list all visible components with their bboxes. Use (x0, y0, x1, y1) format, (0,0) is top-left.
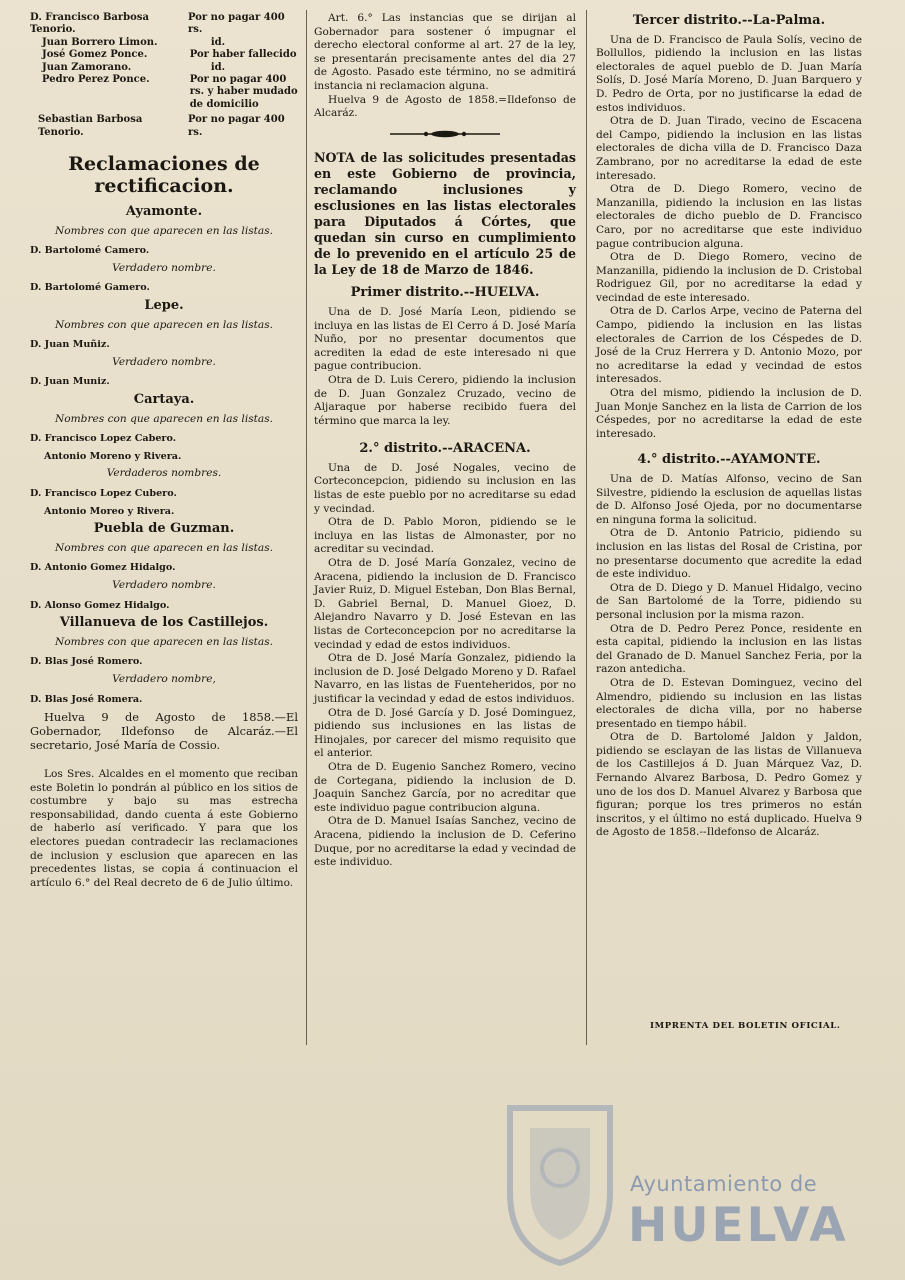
petition: Otra de D. José María Gonzalez, vecino de Aracena, pidiendo la inclusion de D. Francisco Javier Ruiz, D. Miguel Esteban, Don Blas Bernal, D. Gabriel Bernal, D. Manuel Gioez, D. Alejandro Navarro y D. José Estevan en las listas de Corteconcepcion por no acreditarse la vecindad y edad de estos individuos. (314, 557, 576, 651)
petition: Otra de D. Diego Romero, vecino de Manzanilla, pidiendo la inclusion en las listas electorales de dicho pueblo de D. Francisco Caro, por no acreditarse que este individuo pague contribucion alguna. (596, 183, 862, 250)
label-true: Verdaderos nombres. (106, 467, 222, 480)
apparent-name: D. Bartolomé Camero. (30, 245, 150, 257)
true-name: D. Francisco Lopez Cubero. (30, 487, 177, 499)
list-row (30, 37, 298, 49)
list-reason: id. (210, 61, 226, 73)
label-apparent: Nombres con que aparecen en las listas. (54, 224, 274, 237)
apparent-name: D. Juan Muñiz. (30, 339, 110, 351)
column-3 (596, 12, 862, 840)
district-title: Tercer distrito.--La-Palma. (632, 13, 826, 28)
petition: Otra de D. Carlos Arpe, vecino de Paterna del Campo, pidiendo la inclusion en las listas electorales de Carrion de los Céspedes de D. José de la Cruz Herrera y D. Antonio Mozo, por no acreditarse la edad y vecindad de estos interesados. (596, 305, 862, 386)
column-1 (30, 12, 298, 890)
petition: Otra de D. Estevan Dominguez, vecino del Almendro, pidiendo su inclusion en las listas electorales de dicha villa, por no haberse presentado en tiempo hábil. (596, 676, 862, 730)
printer-imprint: IMPRENTA DEL BOLETIN OFICIAL. (650, 1021, 841, 1031)
town-heading: Puebla de Guzman. (93, 521, 235, 537)
list-name: Pedro Perez Ponce. (42, 74, 150, 86)
list-reason: Por no pagar 400 rs. (188, 114, 285, 138)
column-rule (306, 10, 307, 1045)
petition: Otra de D. Bartolomé Jaldon y Jaldon, pidiendo se esclayan de las listas de Villanueva de los Castillejos á D. Juan Márquez Vaz, D. Fernando Alvarez Barbosa, D. Pedro Gomez y uno de los dos D. Manuel Alvarez y Barbosa que figuran; porque los tres primeros no están inscritos, y el último no está duplicado. Huelva 9 de Agosto de 1858.--Ildefonso de Alcaráz. (596, 731, 862, 839)
column-2 (314, 12, 576, 870)
petition: Otra de D. Manuel Isaías Sanchez, vecino de Aracena, pidiendo la inclusion de D. Ceferino Duque, por no acreditarse la edad y vecindad de este individuo. (314, 815, 576, 869)
section-title: Reclamaciones de rectificacion. (68, 153, 260, 198)
list-row (30, 114, 298, 139)
exclusion-list (30, 12, 298, 139)
true-name: Antonio Moreo y Rivera. (44, 505, 175, 517)
town-heading: Cartaya. (133, 392, 195, 407)
petition: Otra de D. José García y D. José Dominguez, pidiendo sus inclusiones en las listas de Hinojales, por carecer del mismo requisito que el anterior. (314, 706, 576, 760)
section-ayamonte (30, 205, 298, 295)
list-name: Juan Zamorano. (42, 61, 132, 73)
label-apparent: Nombres con que aparecen en las listas. (54, 541, 274, 554)
label-apparent: Nombres con que aparecen en las listas. (54, 412, 274, 425)
apparent-name: D. Antonio Gomez Hidalgo. (30, 562, 176, 574)
date-line: Huelva 9 de Agosto de 1858.=Ildefonso de Alcaráz. (314, 93, 576, 120)
section-lepe (30, 299, 298, 389)
nota-heading: NOTA de las solicitudes presentadas en este Gobierno de provincia, reclamando inclusiones y esclusiones en las listas electorales para Diputados á Córtes, que quedan sin curso en cumplimiento de lo prevenido en el artículo 25 de la Ley de 18 de Marzo de 1846. (314, 150, 576, 278)
apparent-name: D. Francisco Lopez Cabero. (30, 433, 177, 445)
signature-block: Huelva 9 de Agosto de 1858.—El Gobernador, Ildefonso de Alcaráz.—El secretario, José María de Cossio. (30, 710, 298, 753)
petition: Otra de D. Pedro Perez Ponce, residente en esta capital, pidiendo la inclusion en las listas del Granado de D. Manuel Sanchez Feria, por la razon antedicha. (596, 622, 862, 676)
true-name: D. Alonso Gomez Hidalgo. (30, 599, 170, 611)
watermark-line2: HUELVA (628, 1198, 849, 1253)
petition: Una de D. Matías Alfonso, vecino de San Silvestre, pidiendo la esclusion de aquellas listas de D. Alfonso José Ojeda, por no documentarse en ninguna forma la solicitud. (596, 473, 862, 526)
column-rule (586, 10, 587, 1045)
label-true: Verdadero nombre. (112, 261, 216, 274)
list-row (30, 49, 298, 61)
petition: Otra de D. Diego Romero, vecino de Manzanilla, pidiendo la inclusion de D. Cristobal Rodriguez Gil, por no acreditarse la edad y vecindad de este interesado. (596, 251, 862, 304)
list-reason: Por no pagar 400 rs. y haber mudado de domicilio (189, 74, 298, 110)
town-heading: Lepe. (144, 298, 184, 314)
section-puebla-de-guzman (30, 522, 298, 612)
ornament-icon (390, 130, 500, 138)
label-true: Verdadero nombre. (112, 355, 216, 368)
apparent-name: Antonio Moreno y Rivera. (44, 450, 182, 462)
list-row (30, 62, 298, 74)
article-6: Art. 6.° Las instancias que se dirijan al Gobernador para sostener ó impugnar el derecho electoral conforme al art. 27 de la ley, se presentarán precisamente antes del dia 27 de Agosto. Pasado este término, no se admitirá instancia ni reclamacion alguna. (314, 12, 576, 92)
watermark-line1: Ayuntamiento de (630, 1172, 818, 1196)
list-reason: Por no pagar 400 rs. (188, 12, 285, 36)
ornament-separator (314, 129, 576, 143)
district-title: 2.° distrito.--ARACENA. (359, 441, 531, 457)
true-name: D. Bartolomé Gamero. (30, 282, 150, 294)
petition: Otra de D. Eugenio Sanchez Romero, vecino de Cortegana, pidiendo la inclusion de D. Joaquin Sanchez García, por no acreditar que este individuo pague contribucion alguna. (314, 760, 576, 814)
label-apparent: Nombres con que aparecen en las listas. (54, 635, 274, 648)
list-name: Sebastian Barbosa Tenorio. (38, 114, 143, 138)
apparent-name: D. Blas José Romero. (30, 656, 143, 668)
true-name: D. Juan Muniz. (30, 376, 110, 388)
petition: Otra de D. Diego y D. Manuel Hidalgo, vecino de San Bartolomé de la Torre, pidiendo su personal inclusion por la misma razon. (596, 581, 862, 621)
petition: Otra de D. Antonio Patricio, pidiendo su inclusion en las listas del Rosal de Cristina, por no presentarse documento que acredite la edad de este individuo. (596, 527, 862, 581)
label-true: Verdadero nombre, (112, 672, 216, 685)
petition: Una de D. José Nogales, vecino de Corteconcepcion, pidiendo su inclusion en las listas de este pueblo por no acreditarse su edad y vecindad. (314, 461, 576, 515)
petition: Otra de D. Juan Tirado, vecino de Escacena del Campo, pidiendo la inclusion en las listas electorales de dicha villa de D. Francisco Daza Zambrano, por no acreditarse la edad de este interesado. (596, 115, 862, 182)
district-title: 4.° distrito.--AYAMONTE. (637, 452, 821, 468)
list-reason: id. (210, 36, 226, 48)
petition: Otra de D. José María Gonzalez, pidiendo la inclusion de D. José Delgado Moreno y D. Rafael Navarro, en las listas de Fuenteheridos, por no justificar la vecindad y edad de estos individuos. (314, 652, 576, 705)
list-row (30, 12, 298, 37)
true-name: D. Blas José Romera. (30, 693, 143, 705)
petition: Una de D. José María Leon, pidiendo se incluya en las listas de El Cerro á D. José María Nuño, por no presentar documentos que acrediten la edad de este interesado ni que pague contribucion. (314, 305, 576, 373)
list-name: D. Francisco Barbosa Tenorio. (30, 12, 149, 36)
section-cartaya (30, 393, 298, 518)
mayors-notice: Los Sres. Alcaldes en el momento que reciban este Boletin lo pondrán al público en los sitios de costumbre y bajo su mas estrecha responsabilidad, dando cuenta á este Gobierno de haberlo así verificado. Y para que los electores puedan contradecir las reclamaciones de inclusion y esclusion que aparecen en las precedentes listas, se copia á continuacion el artículo 6.° del Real decreto de 6 de Julio último. (30, 768, 298, 889)
petition: Otra de D. Luis Cerero, pidiendo la inclusion de D. Juan Gonzalez Cruzado, vecino de Aljaraque por haberse recibido fuera del término que marca la ley. (314, 373, 576, 427)
town-heading: Ayamonte. (125, 204, 203, 220)
section-villanueva (30, 616, 298, 706)
list-name: Juan Borrero Limon. (42, 36, 158, 48)
town-heading: Villanueva de los Castillejos. (59, 615, 269, 631)
label-true: Verdadero nombre. (112, 578, 216, 591)
list-reason: Por haber fallecido (189, 49, 297, 61)
list-name: José Gomez Ponce. (42, 49, 148, 61)
petition: Una de D. Francisco de Paula Solís, vecino de Bollullos, pidiendo la inclusion en las listas electorales de aquel pueblo de D. Juan María Solís, D. José María Moreno, D. Juan Barquero y D. Pedro de Orta, por no justificarse la edad de estos individuos. (596, 33, 862, 114)
label-apparent: Nombres con que aparecen en las listas. (54, 318, 274, 331)
petition: Otra de D. Pablo Moron, pidiendo se le incluya en las listas de Almonaster, por no acreditar su vecindad. (314, 516, 576, 556)
petition: Otra del mismo, pidiendo la inclusion de D. Juan Monje Sanchez en la lista de Carrion de los Céspedes, por no acreditarse la edad de este interesado. (596, 387, 862, 440)
district-title: Primer distrito.--HUELVA. (350, 285, 540, 301)
list-row (30, 74, 298, 111)
